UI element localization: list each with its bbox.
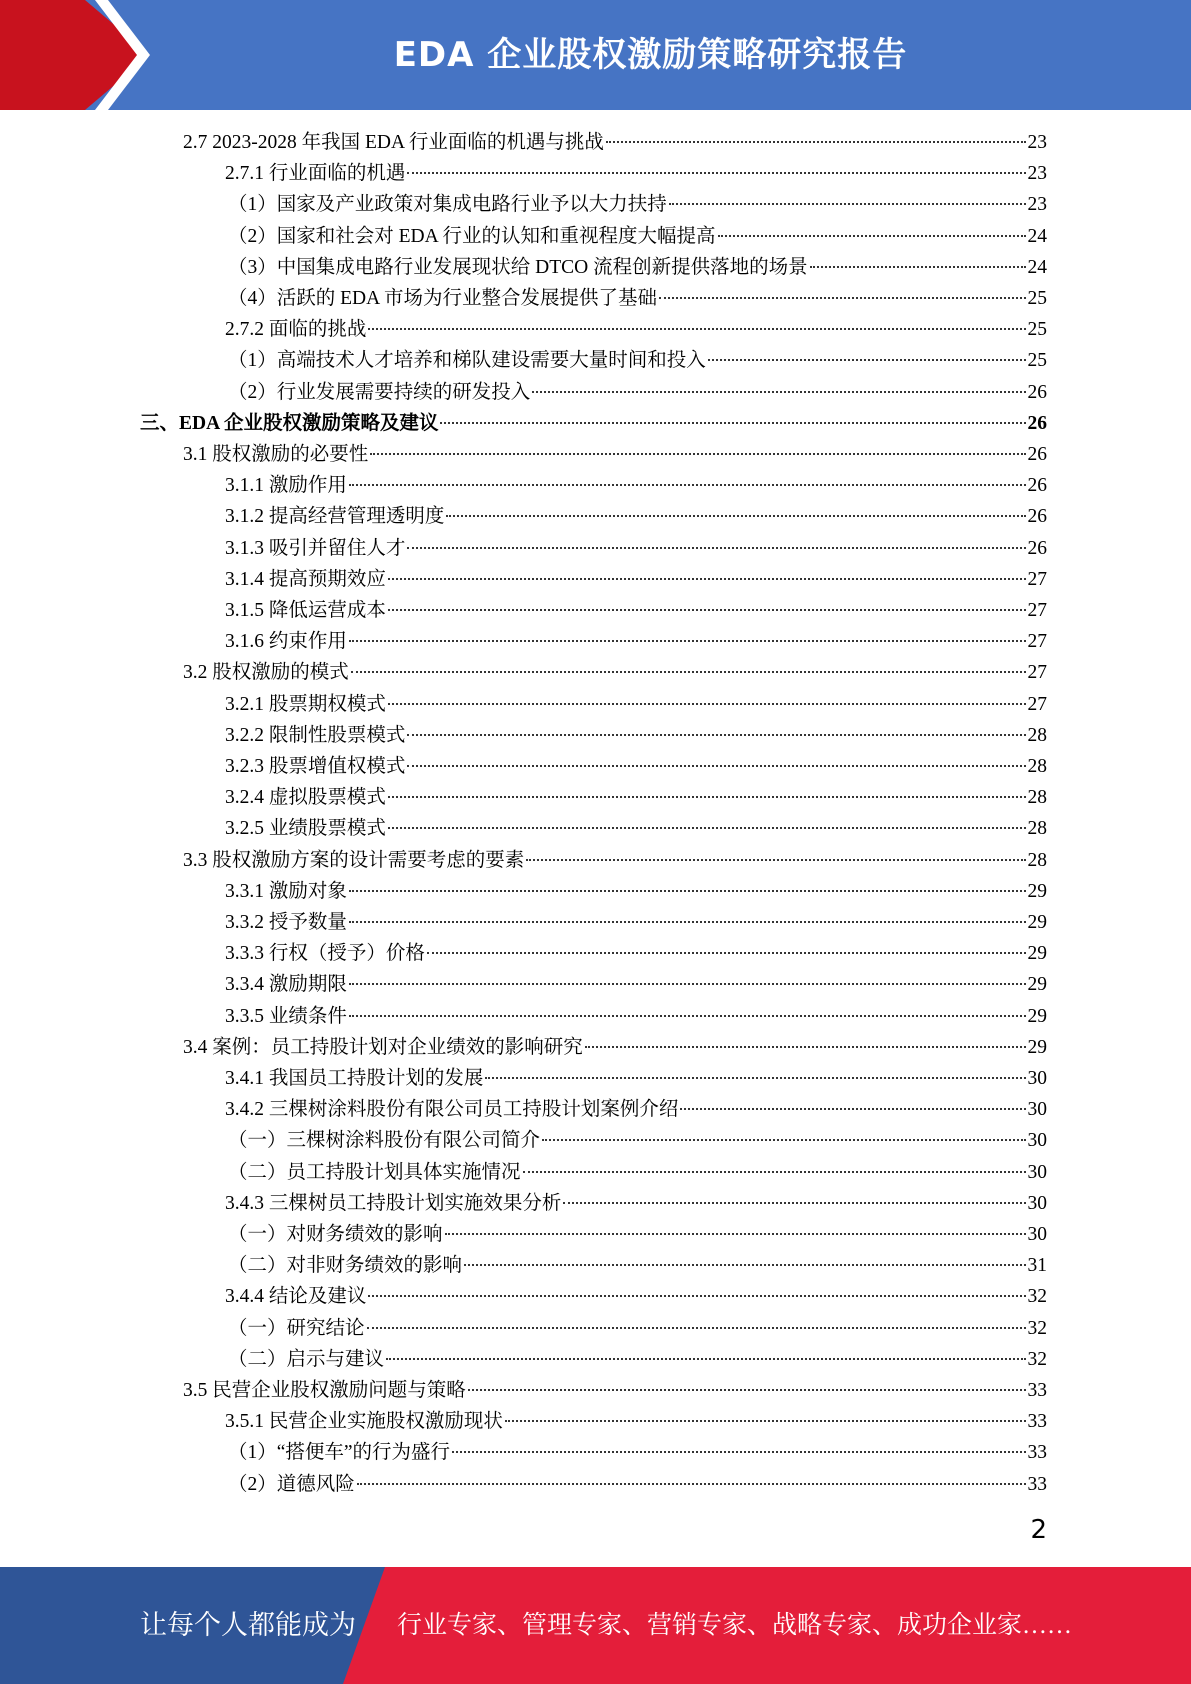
toc-entry[interactable] [225,1001,1047,1032]
toc-entry-title: 3.4.3 三棵树员工持股计划实施效果分析 [225,1192,562,1214]
toc-entry[interactable] [225,595,1047,626]
toc-entry-title: 2.7.1 行业面临的机遇 [225,163,406,185]
toc-dot-leader [606,141,1026,143]
toc-entry-page: 30 [1027,1192,1047,1214]
toc-entry[interactable] [225,1188,1047,1219]
toc-entry-title: 3.1.3 吸引并留住人才 [225,537,406,559]
toc-entry-page: 30 [1027,1068,1047,1089]
toc-dot-leader [370,453,1025,455]
toc-entry-page: 26 [1027,381,1047,403]
toc-dot-leader [388,578,1026,580]
page-footer [0,1567,1191,1684]
toc-entry-page: 27 [1027,662,1047,684]
toc-entry[interactable] [225,626,1047,657]
toc-entry[interactable] [228,1469,1047,1500]
toc-dot-leader [542,1139,1025,1141]
toc-entry-page: 27 [1027,568,1047,590]
toc-entry-title: 3.2.5 业绩股票模式 [225,818,386,840]
toc-dot-leader [388,609,1026,611]
toc-dot-leader [388,796,1026,798]
toc-dot-leader [526,859,1025,861]
toc-dot-leader [468,1389,1026,1391]
toc-entry[interactable] [225,969,1047,1000]
toc-entry[interactable] [225,782,1047,813]
toc-dot-leader [388,827,1026,829]
toc-entry-page: 33 [1027,1442,1047,1464]
toc-dot-leader [367,1327,1026,1329]
toc-entry-title: （3）中国集成电路行业发展现状给 DTCO 流程创新提供落地的场景 [228,256,808,278]
toc-dot-leader [427,952,1026,954]
toc-entry-page: 32 [1027,1348,1047,1370]
toc-entry-title: 3.1 股权激励的必要性 [183,444,369,465]
toc-entry-page: 29 [1027,1005,1047,1027]
toc-entry[interactable] [225,689,1047,720]
page-header [0,0,1191,110]
toc-dot-leader [532,391,1025,393]
toc-entry-title: 3.1.4 提高预期效应 [225,568,386,590]
toc-entry-page: 29 [1027,1036,1047,1058]
toc-entry-page: 31 [1027,1255,1047,1277]
toc-dot-leader [485,1077,1025,1079]
toc-entry[interactable] [183,657,1047,688]
toc-entry-title: 3.4.1 我国员工持股计划的发展 [225,1068,484,1089]
toc-entry[interactable] [225,501,1047,532]
toc-entry-page: 30 [1027,1130,1047,1152]
toc-entry-page: 25 [1027,288,1047,309]
toc-entry-page: 30 [1027,1161,1047,1183]
toc-entry-page: 33 [1027,1380,1047,1401]
toc-entry-title: 3.3.1 激励对象 [225,880,347,902]
toc-dot-leader [349,1015,1026,1017]
toc-entry-title: 3.1.5 降低运营成本 [225,600,386,621]
toc-entry-title: （1）“搭便车”的行为盛行 [228,1442,451,1464]
toc-dot-leader [349,484,1026,486]
toc-dot-leader [368,1295,1025,1297]
toc-dot-leader [669,203,1026,205]
toc-entry-page: 26 [1027,412,1047,434]
toc-entry[interactable] [225,938,1047,969]
toc-entry[interactable] [228,1313,1047,1344]
toc-entry-page: 26 [1027,444,1047,465]
toc-dot-leader [349,890,1026,892]
toc-entry[interactable] [228,283,1047,314]
toc-dot-leader [351,671,1026,673]
toc-entry[interactable] [183,127,1047,158]
toc-entry-page: 33 [1027,1411,1047,1433]
toc-entry-title: 三、EDA 企业股权激励策略及建议 [140,412,439,434]
toc-entry-title: 3.2 股权激励的模式 [183,662,349,684]
toc-entry-title: 3.3.2 授予数量 [225,912,347,933]
toc-entry-page: 29 [1027,912,1047,933]
toc-dot-leader [708,359,1026,361]
toc-dot-leader [407,765,1025,767]
toc-entry-title: （一）对财务绩效的影响 [228,1224,443,1245]
toc-entry-page: 28 [1027,849,1047,871]
toc-dot-leader [407,734,1025,736]
toc-entry[interactable] [183,1375,1047,1406]
toc-entry-page: 28 [1027,756,1047,777]
toc-entry-title: 3.1.1 激励作用 [225,475,347,497]
toc-dot-leader [680,1108,1025,1110]
toc-entry-title: （一）三棵树涂料股份有限公司简介 [228,1130,541,1152]
toc-entry[interactable] [228,1250,1047,1281]
toc-entry[interactable] [225,533,1047,564]
toc-entry-title: 3.2.4 虚拟股票模式 [225,787,386,809]
toc-dot-leader [386,1358,1025,1360]
toc-entry[interactable] [228,345,1047,376]
toc-entry-title: 3.5.1 民营企业实施股权激励现状 [225,1411,503,1433]
toc-dot-leader [810,266,1026,268]
toc-entry-page: 24 [1027,225,1047,247]
footer-slogan-roles: 行业专家、管理专家、营销专家、战略专家、成功企业家…… [397,1612,1073,1639]
toc-entry-title: 3.2.3 股票增值权模式 [225,756,406,777]
toc-entry-page: 27 [1027,631,1047,653]
toc-entry-title: （2）国家和社会对 EDA 行业的认知和重视程度大幅提高 [228,225,716,247]
toc-entry[interactable] [228,252,1047,283]
toc-entry-page: 30 [1027,1224,1047,1245]
toc-entry-title: 3.1.2 提高经营管理透明度 [225,506,445,528]
report-title: EDA 企业股权激励策略研究报告 [393,35,908,75]
toc-entry[interactable] [225,314,1047,345]
toc-entry-page: 26 [1027,537,1047,559]
toc-entry[interactable] [183,845,1047,876]
toc-entry[interactable] [225,1406,1047,1437]
toc-entry-page: 32 [1027,1317,1047,1339]
toc-dot-leader [407,547,1025,549]
toc-dot-leader [357,1483,1026,1485]
toc-dot-leader [445,1233,1026,1235]
toc-entry[interactable] [228,377,1047,408]
toc-entry-page: 26 [1027,506,1047,528]
toc-entry[interactable] [225,564,1047,595]
toc-dot-leader [368,328,1025,330]
toc-dot-leader [440,422,1025,424]
toc-entry[interactable] [225,1063,1047,1094]
toc-entry-title: （二）对非财务绩效的影响 [228,1255,463,1277]
toc-dot-leader [464,1264,1025,1266]
toc-entry-page: 29 [1027,974,1047,996]
toc-entry[interactable] [225,751,1047,782]
toc-entry-title: （1）高端技术人才培养和梯队建设需要大量时间和投入 [228,350,706,372]
toc-dot-leader [452,1451,1025,1453]
toc-entry[interactable] [225,470,1047,501]
toc-entry-title: 3.1.6 约束作用 [225,631,347,653]
toc-entry-page: 32 [1027,1286,1047,1308]
toc-entry-page: 29 [1027,880,1047,902]
toc-dot-leader [505,1420,1026,1422]
toc-entry-title: （二）员工持股计划具体实施情况 [228,1161,521,1183]
toc-entry-title: 3.5 民营企业股权激励问题与策略 [183,1380,466,1401]
toc-dot-leader [407,172,1025,174]
toc-entry-title: （2）行业发展需要持续的研发投入 [228,381,531,403]
toc-entry-page: 27 [1027,693,1047,715]
toc-entry-page: 33 [1027,1473,1047,1495]
toc-dot-leader [585,1046,1026,1048]
toc-entry-page: 25 [1027,319,1047,341]
toc-entry[interactable] [228,1157,1047,1188]
toc-entry[interactable] [225,1094,1047,1125]
toc-entry-title: 3.3.3 行权（授予）价格 [225,943,425,965]
toc-entry-title: 3.3.4 激励期限 [225,974,347,996]
toc-entry-title: （1）国家及产业政策对集成电路行业予以大力扶持 [228,194,667,216]
toc-entry[interactable] [183,439,1047,470]
toc-entry-page: 29 [1027,943,1047,965]
footer-slogan-lead: 让每个人都能成为 [140,1610,356,1640]
toc-entry-page: 23 [1027,163,1047,185]
toc-entry-page: 25 [1027,350,1047,372]
toc-entry-title: （二）启示与建议 [228,1348,385,1370]
toc-dot-leader [563,1202,1025,1204]
toc-entry-page: 28 [1027,724,1047,746]
toc-entry-title: 3.2.1 股票期权模式 [225,693,386,715]
toc-dot-leader [718,235,1026,237]
toc-entry[interactable] [225,1281,1047,1312]
toc-entry-title: （一）研究结论 [228,1317,365,1339]
toc-dot-leader [446,515,1025,517]
toc-dot-leader [388,703,1026,705]
toc-entry-title: 3.3.5 业绩条件 [225,1005,347,1027]
toc-entry[interactable] [228,1219,1047,1250]
toc-dot-leader [349,983,1026,985]
toc-entry-page: 30 [1027,1099,1047,1121]
toc-entry[interactable] [228,1125,1047,1156]
toc-entry-page: 26 [1027,475,1047,497]
toc-entry-page: 27 [1027,600,1047,621]
toc-entry-page: 24 [1027,256,1047,278]
toc-entry-title: 3.2.2 限制性股票模式 [225,724,406,746]
toc-entry[interactable] [225,876,1047,907]
toc-entry-title: 3.3 股权激励方案的设计需要考虑的要素 [183,849,525,871]
toc-dot-leader [659,297,1025,299]
toc-entry-title: 3.4.4 结论及建议 [225,1286,367,1308]
toc-entry-page: 28 [1027,787,1047,809]
toc-entry-title: （2）道德风险 [228,1473,355,1495]
toc-dot-leader [349,921,1026,923]
toc-entry-page: 23 [1027,194,1047,216]
toc-entry[interactable] [228,1344,1047,1375]
toc-entry[interactable] [225,158,1047,189]
page-number: 2 [1030,1515,1047,1545]
toc-entry[interactable] [140,408,1047,439]
toc-entry[interactable] [228,221,1047,252]
toc-entry[interactable] [228,189,1047,220]
toc-dot-leader [349,640,1026,642]
toc-entry[interactable] [225,813,1047,844]
toc-entry-title: 3.4 案例：员工持股计划对企业绩效的影响研究 [183,1036,583,1058]
toc-entry[interactable] [183,1032,1047,1063]
toc-entry-page: 28 [1027,818,1047,840]
toc-entry-title: 2.7 2023-2028 年我国 EDA 行业面临的机遇与挑战 [183,132,604,153]
toc-entry-title: 3.4.2 三棵树涂料股份有限公司员工持股计划案例介绍 [225,1099,679,1121]
toc-entry[interactable] [228,1437,1047,1468]
toc-entry-title: （4）活跃的 EDA 市场为行业整合发展提供了基础 [228,288,658,309]
toc-entry[interactable] [225,907,1047,938]
toc-dot-leader [523,1171,1026,1173]
toc-entry[interactable] [225,720,1047,751]
toc-entry-page: 23 [1027,132,1047,153]
toc-entry-title: 2.7.2 面临的挑战 [225,319,367,341]
